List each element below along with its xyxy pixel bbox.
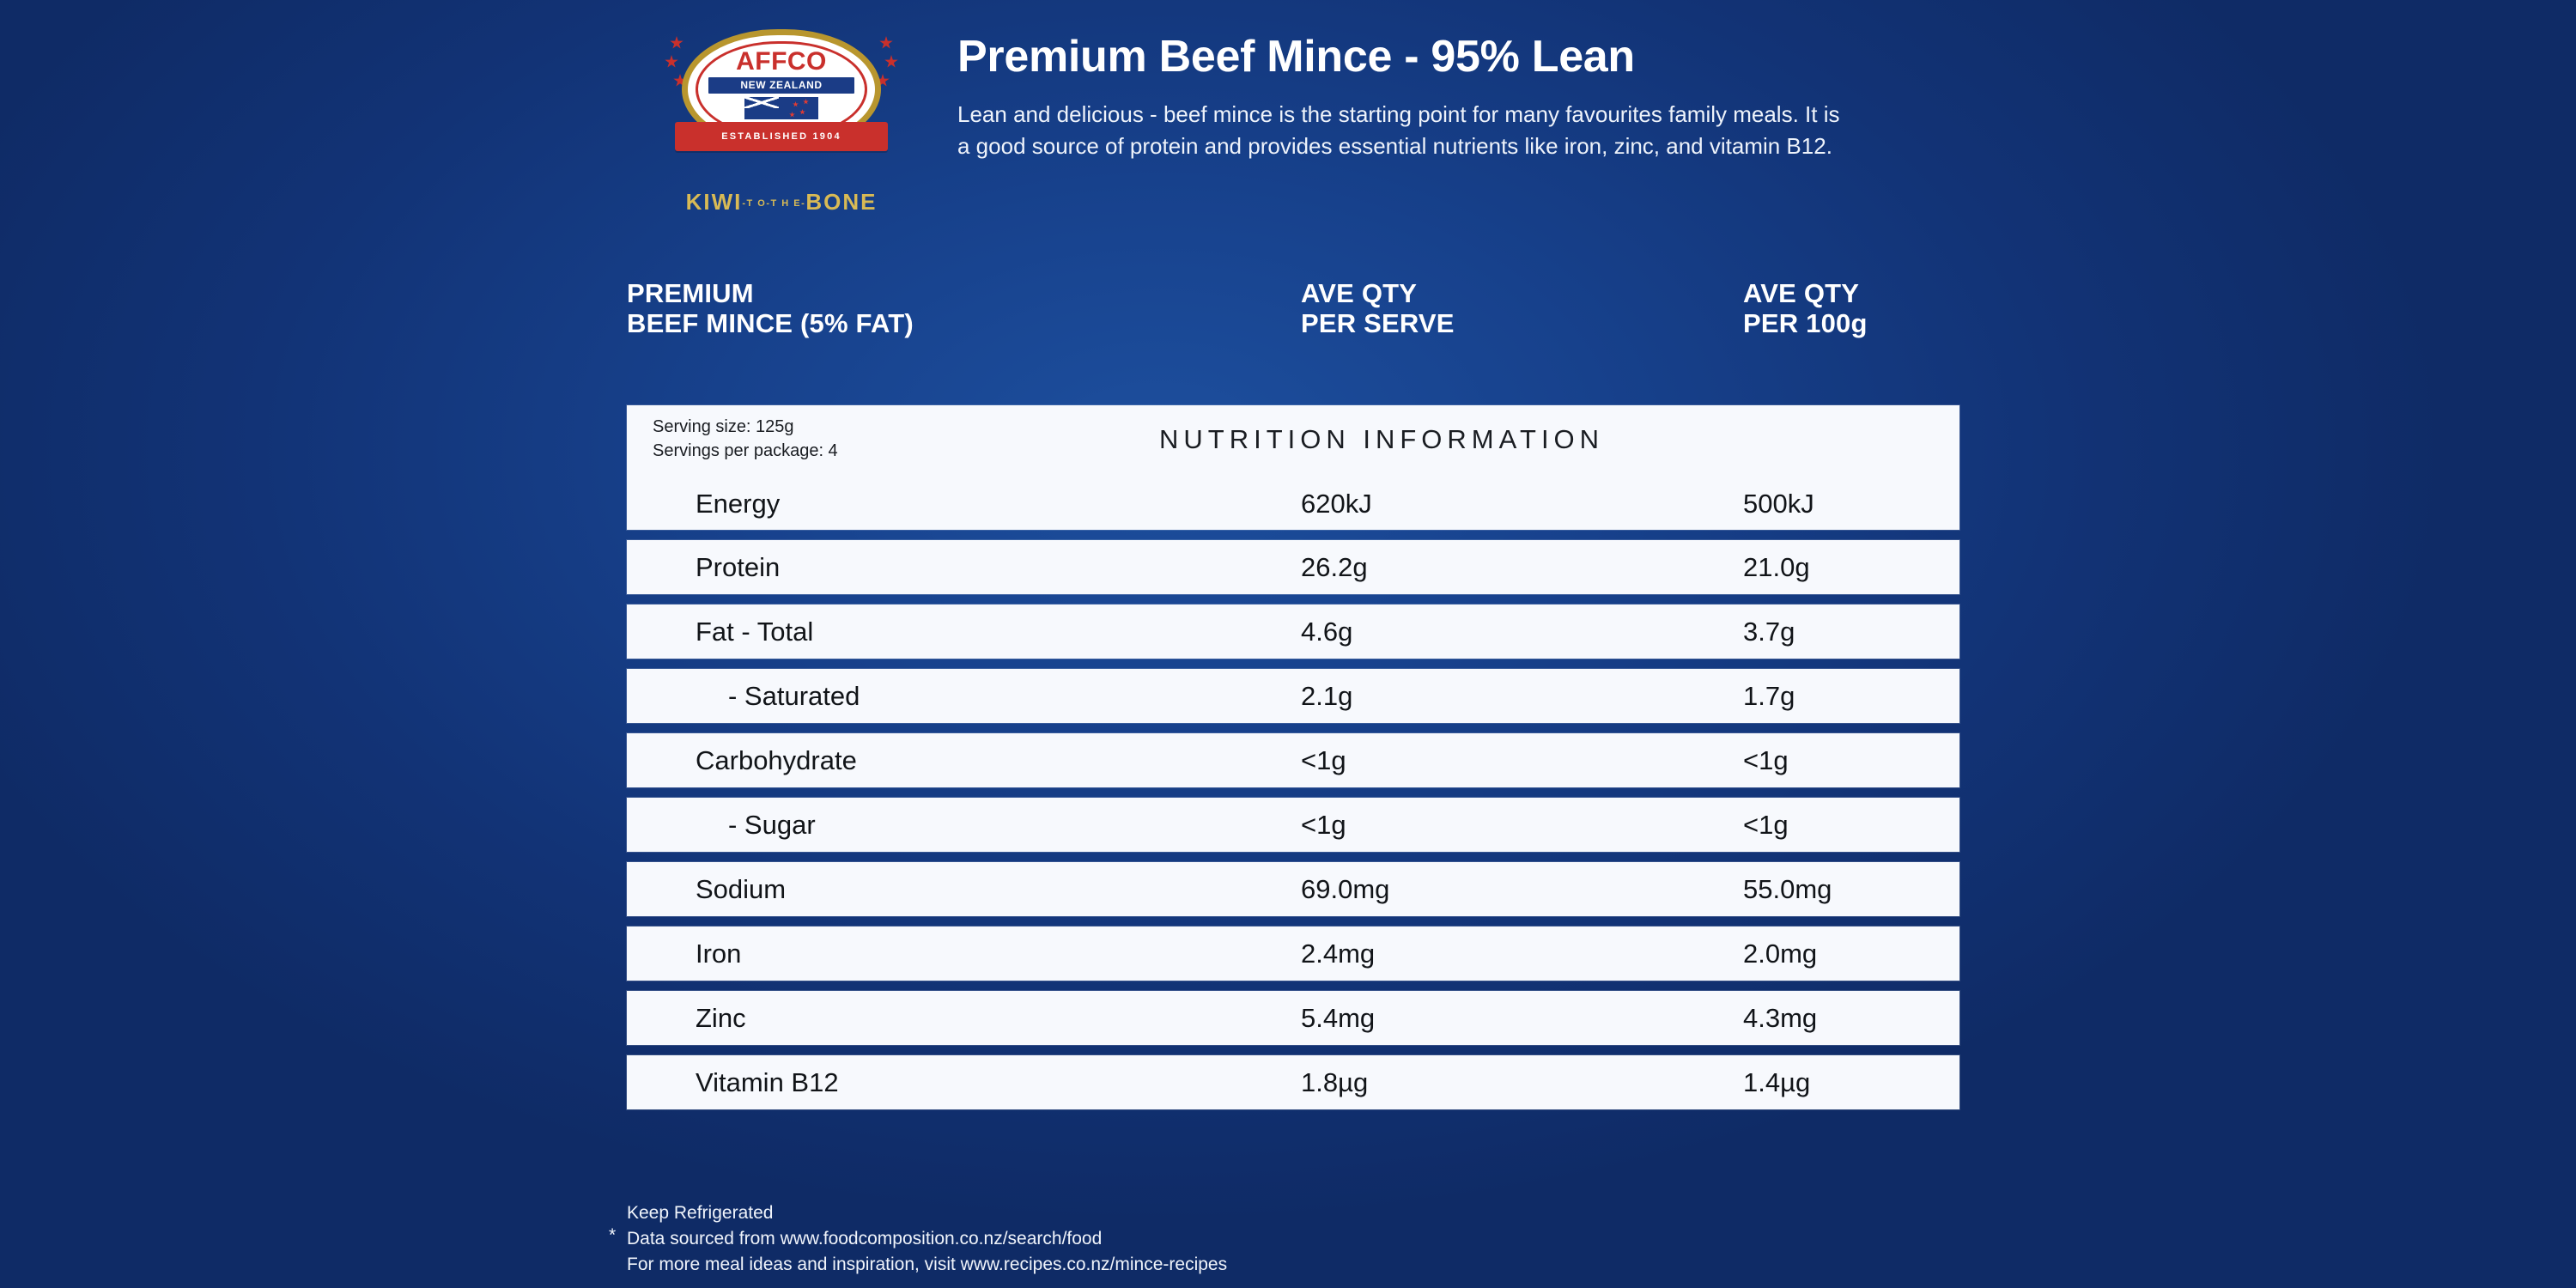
row-per-serve: 4.6g bbox=[1301, 616, 1353, 647]
logo-country-bar: NEW ZEALAND bbox=[708, 77, 854, 94]
tagline-dash-2: - bbox=[766, 198, 771, 210]
row-per-serve: <1g bbox=[1301, 744, 1346, 775]
row-per-100g: 3.7g bbox=[1743, 616, 1795, 647]
row-label: Energy bbox=[696, 489, 781, 519]
page-title: Premium Beef Mince - 95% Lean bbox=[957, 32, 1635, 82]
footer-recipes-link: For more meal ideas and inspiration, visit www.recipes.co.nz/mince-recipes bbox=[627, 1254, 1228, 1274]
row-per-100g: <1g bbox=[1743, 809, 1789, 840]
row-label: - Saturated bbox=[728, 680, 860, 711]
row-per-serve: 1.8µg bbox=[1301, 1066, 1369, 1097]
nz-flag-icon bbox=[744, 97, 818, 119]
row-per-100g: 4.3mg bbox=[1743, 1002, 1818, 1033]
table-row bbox=[627, 669, 1959, 723]
table-row bbox=[627, 1055, 1959, 1109]
footer-data-source: Data sourced from www.foodcomposition.co.nz/search/food bbox=[627, 1228, 1103, 1249]
row-per-100g: <1g bbox=[1743, 744, 1789, 775]
row-per-serve: 2.4mg bbox=[1301, 938, 1376, 969]
row-per-100g: 1.7g bbox=[1743, 680, 1795, 711]
header bbox=[0, 0, 2576, 258]
tagline-to: T O bbox=[746, 198, 767, 210]
row-per-100g: 55.0mg bbox=[1743, 873, 1832, 904]
table-row bbox=[627, 733, 1959, 787]
column-header-product bbox=[627, 279, 914, 338]
logo-tagline bbox=[631, 189, 932, 216]
tagline-the: T H E bbox=[770, 198, 802, 210]
footer bbox=[609, 1200, 2172, 1277]
tagline-kiwi: KIWI bbox=[685, 189, 743, 215]
table-column-headers bbox=[627, 279, 2001, 356]
row-label: Protein bbox=[696, 551, 781, 582]
logo-shield bbox=[670, 17, 893, 180]
row-label: Fat - Total bbox=[696, 616, 814, 647]
column-header-per-serve-line1: AVE QTY bbox=[1301, 278, 1418, 308]
table-row bbox=[627, 927, 1959, 981]
tagline-dash-1: - bbox=[742, 198, 747, 210]
row-per-100g: 21.0g bbox=[1743, 551, 1810, 582]
column-header-per-100g-line2: PER 100g bbox=[1743, 307, 1868, 338]
table-row bbox=[627, 540, 1959, 594]
row-label: Sodium bbox=[696, 873, 787, 904]
footnote-asterisk: * bbox=[609, 1225, 617, 1245]
row-label: - Sugar bbox=[728, 809, 816, 840]
row-per-100g: 2.0mg bbox=[1743, 938, 1818, 969]
nutrition-table bbox=[627, 405, 1959, 1120]
table-row bbox=[627, 862, 1959, 916]
affco-logo bbox=[631, 17, 932, 245]
row-label: Iron bbox=[696, 938, 742, 969]
column-header-per-serve-line2: PER SERVE bbox=[1301, 307, 1455, 338]
serving-size: Serving size: 125g bbox=[653, 417, 794, 436]
row-per-100g: 500kJ bbox=[1743, 489, 1814, 519]
row-per-100g: 1.4µg bbox=[1743, 1066, 1811, 1097]
header-text-block bbox=[957, 33, 2160, 162]
column-header-per-100g-line1: AVE QTY bbox=[1743, 278, 1860, 308]
row-per-serve: 620kJ bbox=[1301, 489, 1372, 519]
table-row bbox=[627, 991, 1959, 1045]
footer-keep-refrigerated: Keep Refrigerated bbox=[627, 1203, 774, 1223]
serving-info bbox=[653, 416, 838, 463]
row-per-serve: 26.2g bbox=[1301, 551, 1368, 582]
logo-brand-word: AFFCO bbox=[736, 47, 827, 76]
column-header-per-serve bbox=[1301, 279, 1455, 338]
row-per-serve: 2.1g bbox=[1301, 680, 1353, 711]
logo-established-text: ESTABLISHED 1904 bbox=[721, 131, 841, 142]
table-row bbox=[627, 798, 1959, 852]
row-label: Vitamin B12 bbox=[696, 1066, 839, 1097]
row-label: Carbohydrate bbox=[696, 744, 857, 775]
servings-per-package: Servings per package: 4 bbox=[653, 440, 838, 460]
product-description: Lean and delicious - beef mince is the starting point for many favourites family meals. It is a good source of protein and provides essential nutrients like iron, zinc, and vitamin B12. bbox=[957, 101, 1840, 160]
table-row bbox=[627, 605, 1959, 659]
table-row bbox=[627, 405, 1959, 530]
row-per-serve: 5.4mg bbox=[1301, 1002, 1376, 1033]
tagline-dash-3: - bbox=[801, 198, 806, 210]
nutrition-information-banner: NUTRITION INFORMATION bbox=[1159, 424, 1605, 454]
column-header-product-line2: BEEF MINCE (5% FAT) bbox=[627, 307, 914, 338]
tagline-bone: BONE bbox=[805, 189, 878, 215]
row-per-serve: <1g bbox=[1301, 809, 1346, 840]
column-header-per-100g bbox=[1743, 279, 1868, 338]
row-per-serve: 69.0mg bbox=[1301, 873, 1390, 904]
column-header-product-line1: PREMIUM bbox=[627, 278, 754, 308]
row-label: Zinc bbox=[696, 1002, 746, 1033]
logo-established-ribbon bbox=[675, 122, 888, 151]
